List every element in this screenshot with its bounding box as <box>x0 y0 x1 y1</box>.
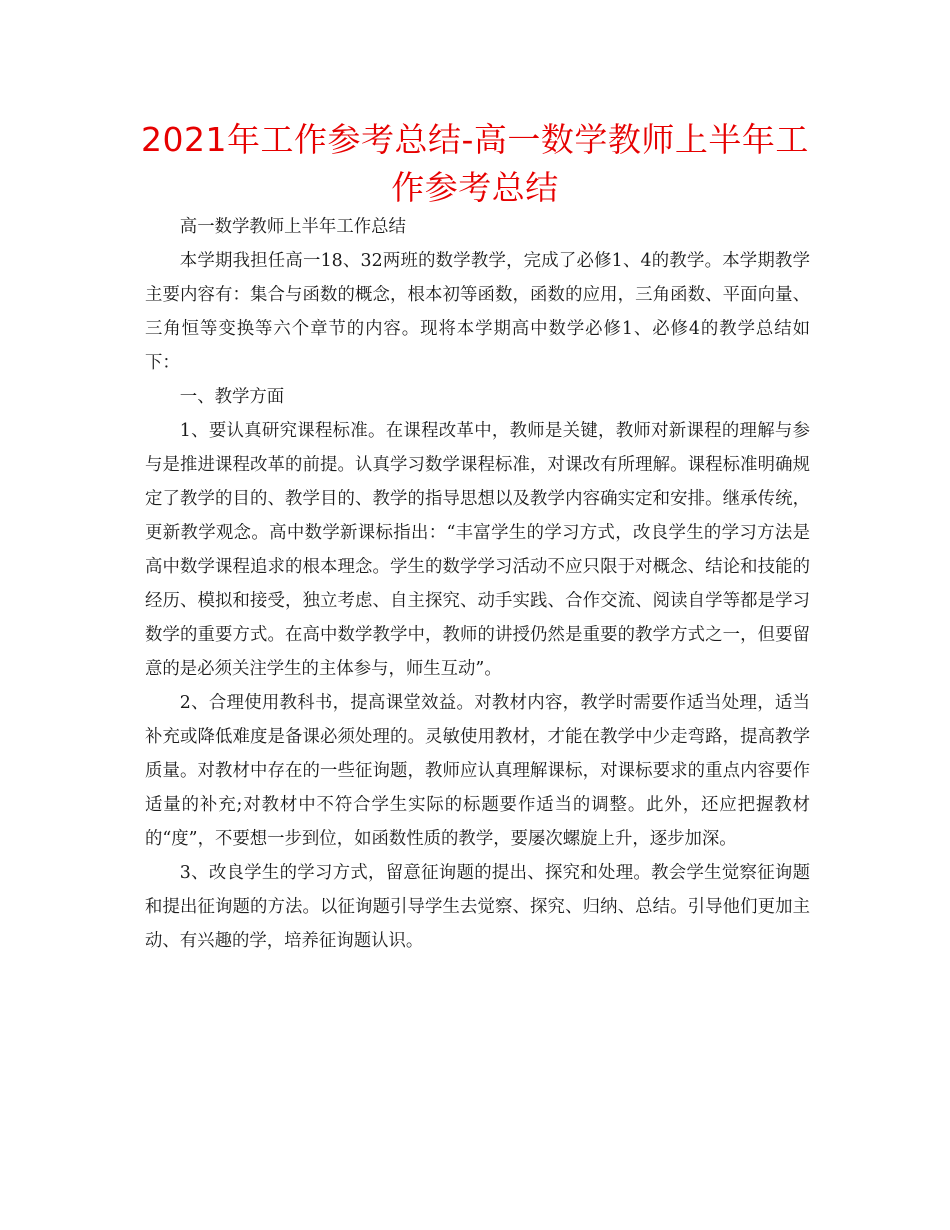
subtitle-paragraph: 高一数学教师上半年工作总结 <box>179 217 406 237</box>
document-title: 2021年工作参考总结-高一数学教师上半年工作参考总结 <box>141 120 809 207</box>
section-heading: 一、教学方面 <box>179 387 285 407</box>
body-paragraph-1: 1、要认真研究课程标准。在课程改革中，教师是关键，教师对新课程的理解与参与是推进课程改革的前提。认真学习数学课程标准，对课改有所理解。课程标准明确规定了教学的目的、教学目的、教学的指导思想以及教学内容确实定和安排。继承传统，更新教学观念。高中数学新课标指出：“丰富学生的学习方式，改良学生的学习方法是高中数学课程追求的根本理念。学生的数学学习活动不应只限于对概念、结论和技能的经历、模拟和接受，独立考虑、自主探究、动手实践、合作交流、阅读自学等都是学习数学的重要方式。在高中数学教学中，教师的讲授仍然是重要的教学方式之一，但要留意的是必须关注学生的主体参与，师生互动”。 <box>145 421 810 679</box>
body-paragraph-2: 2、合理使用教科书，提高课堂效益。对教材内容，教学时需要作适当处理，适当补充或降低难度是备课必须处理的。灵敏使用教材，才能在教学中少走弯路，提高教学质量。对教材中存在的一些征询题，教师应认真理解课标，对课标要求的重点内容要作适量的补充;对教材中不符合学生实际的标题要作适当的调整。此外，还应把握教材的“度”，不要想一步到位，如函数性质的教学，要屡次螺旋上升，逐步加深。 <box>145 693 810 849</box>
document-body <box>145 210 810 958</box>
intro-paragraph: 本学期我担任高一18、32两班的数学教学，完成了必修1、4的教学。本学期教学主要内容有：集合与函数的概念，根本初等函数，函数的应用，三角函数、平面向量、三角恒等变换等六个章节的内容。现将本学期高中数学必修1、必修4的教学总结如下： <box>145 251 810 373</box>
body-paragraph-3: 3、改良学生的学习方式，留意征询题的提出、探究和处理。教会学生觉察征询题和提出征询题的方法。以征询题引导学生去觉察、探究、归纳、总结。引导他们更加主动、有兴趣的学，培养征询题认识。 <box>145 863 810 951</box>
